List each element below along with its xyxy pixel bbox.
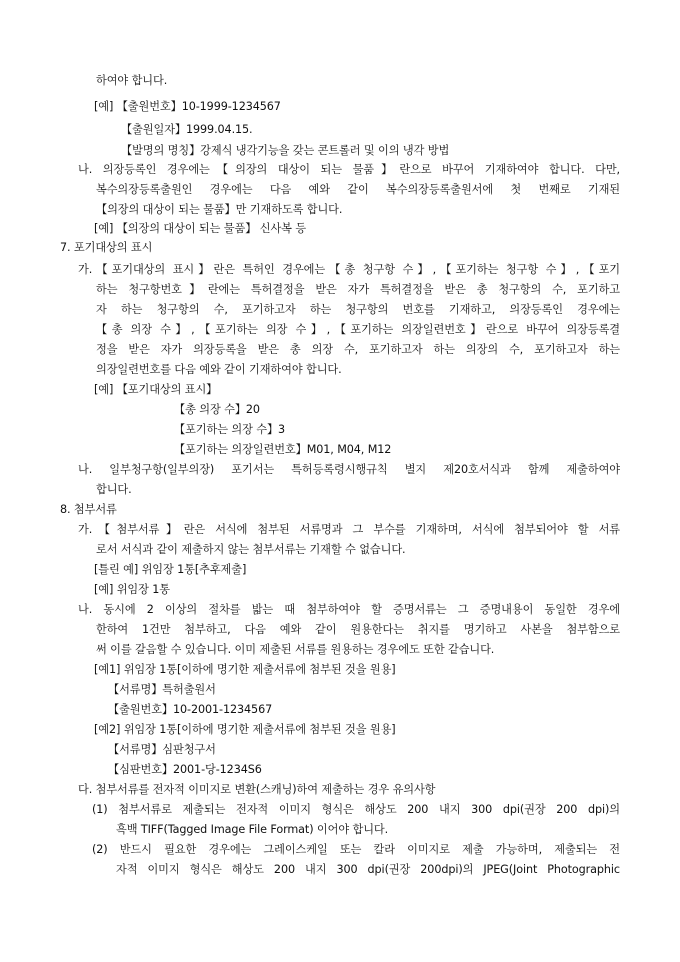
text-line: [예] 위임장 1통 <box>94 583 170 596</box>
text-line: 【포기하는 의장 수】3 <box>174 423 286 436</box>
text-line: 가.【첨부서류】란은 서식에 첨부된 서류명과 그 부수를 기재하며, 서식에 첨부되어야 할 서류 <box>78 523 620 536</box>
text-line: 【포기하는 의장일련번호】M01, M04, M12 <box>174 443 392 456</box>
text-line: 【서류명】심판청구서 <box>108 743 216 756</box>
text-line: 합니다. <box>96 483 132 496</box>
text-line: 써 이를 갈음할 수 있습니다. 이미 제출된 서류를 원용하는 경우에도 또한 같습니다. <box>96 643 495 656</box>
text-line: [예] 【출원번호】10-1999-1234567 <box>94 100 281 113</box>
text-line: 【총 의장 수】20 <box>174 403 260 416</box>
text-line: 의장일련번호를 다음 예와 같이 기재하여야 합니다. <box>96 363 342 376</box>
section-heading: 8. 첨부서류 <box>60 503 117 516</box>
text-line: 하는 청구항번호】란에는 특허결정을 받은 자가 특허결정을 받은 총 청구항의 수, 포기하고 <box>96 283 620 296</box>
text-line: 하여야 합니다. <box>96 74 168 87</box>
text-line: 한하여 1건만 첨부하고, 다음 예와 같이 원용한다는 취지를 명기하고 사본을 첨부함으로 <box>96 623 620 636</box>
text-line: 【총 의장 수】,【포기하는 의장 수】,【포기하는 의장일련번호】란으로 바꾸어 의장등록결 <box>96 323 620 336</box>
text-line: [예] 【포기대상의 표시】 <box>94 383 218 396</box>
text-line: 나. 동시에 2 이상의 절차를 밟는 때 첨부하여야 할 증명서류는 그 증명내용이 동일한 경우에 <box>78 603 620 616</box>
text-line: 자 하는 청구항의 수, 포기하고자 하는 청구항의 번호를 기재하고, 의장등록인 경우에는 <box>96 303 620 316</box>
text-line: (1) 첨부서류로 제출되는 전자적 이미지 형식은 해상도 200 내지 300 dpi(권장 200 dpi)의 <box>92 803 620 816</box>
text-line: [틀린 예] 위임장 1통[추후제출] <box>94 563 247 576</box>
text-line: 정을 받은 자가 의장등록을 받은 총 의장 수, 포기하고자 하는 의장의 수, 포기하고자 하는 <box>96 343 620 356</box>
text-line: 【출원번호】10-2001-1234567 <box>108 703 273 716</box>
text-line: 【의장의 대상이 되는 물품】만 기재하도록 합니다. <box>96 203 343 216</box>
text-line: 【발명의 명칭】강제식 냉각기능을 갖는 콘트롤러 및 이의 냉각 방법 <box>121 144 450 157</box>
text-line: 나. 일부청구항(일부의장) 포기서는 특허등록령시행규칙 별지 제20호서식과 함께 제출하여야 <box>78 463 620 476</box>
text-line: 【심판번호】2001-당-1234S6 <box>108 763 262 776</box>
text-line: 흑백 TIFF(Tagged Image File Format) 이어야 합니다. <box>116 823 389 836</box>
text-line: [예1] 위임장 1통[이하에 명기한 제출서류에 첨부된 것을 원용] <box>94 663 396 676</box>
text-line: 나. 의장등록인 경우에는【의장의 대상이 되는 물품】란으로 바꾸어 기재하여야 합니다. 다만, <box>78 163 620 176</box>
text-line: 복수의장등록출원인 경우에는 다음 예와 같이 복수의장등록출원서에 첫 번째로 기재된 <box>96 183 620 196</box>
text-line: 가.【포기대상의 표시】란은 특허인 경우에는【총 청구항 수】,【포기하는 청구항 수】,【포기 <box>78 263 620 276</box>
text-line: 【서류명】특허출원서 <box>108 683 216 696</box>
text-line: [예] 【의장의 대상이 되는 물품】 신사복 등 <box>94 222 307 235</box>
text-line: 다. 첨부서류를 전자적 이미지로 변환(스캐닝)하여 제출하는 경우 유의사항 <box>78 783 436 796</box>
section-heading: 7. 포기대상의 표시 <box>60 241 153 254</box>
text-line: (2) 반드시 필요한 경우에는 그레이스케일 또는 칼라 이미지로 제출 가능하며, 제출되는 전 <box>92 843 620 856</box>
text-line: 자적 이미지 형식은 해상도 200 내지 300 dpi(권장 200dpi)의 JPEG(Joint Photographic <box>116 863 620 876</box>
text-line: [예2] 위임장 1통[이하에 명기한 제출서류에 첨부된 것을 원용] <box>94 723 396 736</box>
text-line: 【출원일자】1999.04.15. <box>121 123 253 136</box>
text-line: 로서 서식과 같이 제출하지 않는 첨부서류는 기재할 수 없습니다. <box>96 543 406 556</box>
